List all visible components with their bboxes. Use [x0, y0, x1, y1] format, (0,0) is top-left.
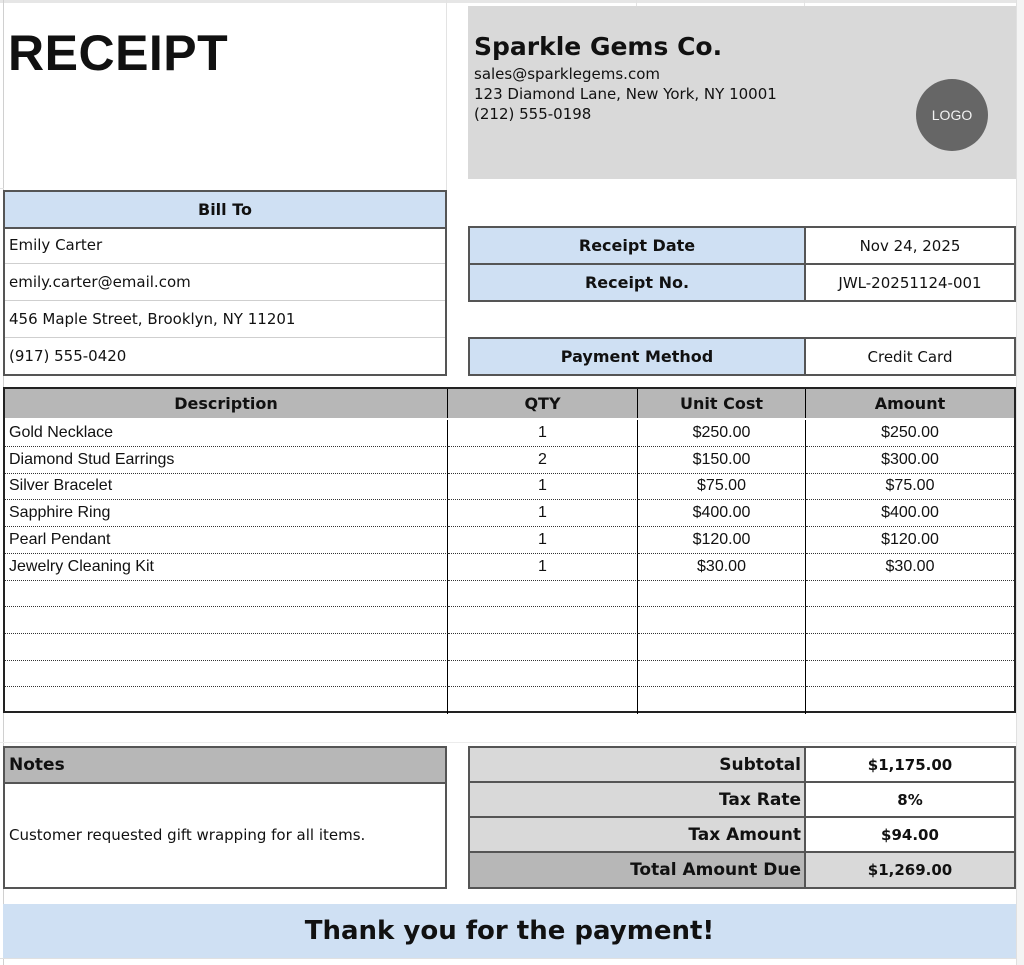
item-qty[interactable]: 1 [448, 500, 638, 527]
item-unit-cost[interactable]: $400.00 [638, 500, 806, 527]
item-description[interactable]: Sapphire Ring [5, 500, 448, 527]
item-description[interactable]: Jewelry Cleaning Kit [5, 554, 448, 581]
table-row [5, 420, 1014, 447]
item-amount[interactable]: $30.00 [806, 554, 1014, 581]
item-qty[interactable] [448, 634, 638, 661]
subtotal-label: Subtotal [470, 748, 806, 783]
bill-to-address[interactable]: 456 Maple Street, Brooklyn, NY 11201 [5, 301, 445, 338]
table-row [5, 580, 1014, 607]
table-row [5, 607, 1014, 634]
item-qty[interactable] [448, 580, 638, 607]
bill-to-header: Bill To [3, 190, 447, 229]
column-header-description: Description [5, 389, 448, 418]
company-address: 123 Diamond Lane, New York, NY 10001 [474, 85, 777, 103]
bill-to-name[interactable]: Emily Carter [5, 227, 445, 264]
receipt-date-label: Receipt Date [468, 226, 806, 265]
item-amount[interactable]: $400.00 [806, 500, 1014, 527]
item-unit-cost[interactable] [638, 660, 806, 687]
receipt-title: RECEIPT [8, 25, 229, 81]
table-row [5, 687, 1014, 714]
table-row [5, 527, 1014, 554]
total-due-label: Total Amount Due [470, 853, 806, 887]
item-description[interactable] [5, 607, 448, 634]
item-description[interactable] [5, 634, 448, 661]
item-description[interactable] [5, 660, 448, 687]
item-description[interactable]: Diamond Stud Earrings [5, 447, 448, 474]
item-unit-cost[interactable]: $120.00 [638, 527, 806, 554]
item-description[interactable]: Silver Bracelet [5, 473, 448, 500]
item-amount[interactable]: $120.00 [806, 527, 1014, 554]
tax-rate-label: Tax Rate [470, 783, 806, 818]
payment-method-label: Payment Method [468, 337, 806, 376]
payment-method-value[interactable]: Credit Card [804, 337, 1016, 376]
item-amount[interactable]: $75.00 [806, 473, 1014, 500]
item-qty[interactable] [448, 687, 638, 714]
receipt-date-value[interactable]: Nov 24, 2025 [804, 226, 1016, 265]
notes-header-label: Notes [9, 755, 65, 775]
column-header-unit-cost: Unit Cost [638, 389, 806, 418]
thank-you-banner: Thank you for the payment! [3, 904, 1016, 958]
item-unit-cost[interactable] [638, 687, 806, 714]
table-row [5, 634, 1014, 661]
receipt-number-label: Receipt No. [468, 263, 806, 302]
item-unit-cost[interactable]: $75.00 [638, 473, 806, 500]
notes-header [3, 746, 447, 784]
item-unit-cost[interactable]: $30.00 [638, 554, 806, 581]
receipt-number-value[interactable]: JWL-20251124-001 [804, 263, 1016, 302]
bill-to-block [3, 227, 447, 376]
sheet-right-edge [1016, 0, 1024, 965]
table-row [5, 500, 1014, 527]
item-description[interactable] [5, 687, 448, 714]
item-unit-cost[interactable] [638, 607, 806, 634]
item-qty[interactable]: 2 [448, 447, 638, 474]
column-header-amount: Amount [806, 389, 1014, 418]
item-unit-cost[interactable] [638, 634, 806, 661]
summary-table [468, 746, 1016, 889]
item-description[interactable]: Gold Necklace [5, 420, 448, 447]
item-amount[interactable] [806, 607, 1014, 634]
item-amount[interactable]: $250.00 [806, 420, 1014, 447]
item-amount[interactable] [806, 687, 1014, 714]
item-unit-cost[interactable] [638, 580, 806, 607]
table-row [5, 473, 1014, 500]
item-qty[interactable]: 1 [448, 554, 638, 581]
bill-to-phone[interactable]: (917) 555-0420 [9, 347, 127, 365]
tax-rate-value[interactable]: 8% [806, 783, 1014, 818]
items-header-row [5, 389, 1014, 418]
subtotal-value[interactable]: $1,175.00 [806, 748, 1014, 783]
logo-placeholder: LOGO [916, 79, 988, 151]
table-row [5, 447, 1014, 474]
column-header-qty: QTY [448, 389, 638, 418]
company-info-panel [468, 6, 1016, 179]
bill-to-email[interactable]: emily.carter@email.com [5, 264, 445, 301]
item-amount[interactable] [806, 660, 1014, 687]
total-due-value[interactable]: $1,269.00 [806, 853, 1014, 887]
notes-text: Customer requested gift wrapping for all items. [9, 825, 366, 844]
items-table [3, 387, 1016, 713]
item-qty[interactable]: 1 [448, 473, 638, 500]
company-name: Sparkle Gems Co. [474, 32, 723, 61]
tax-amount-value[interactable]: $94.00 [806, 818, 1014, 853]
item-amount[interactable] [806, 580, 1014, 607]
item-qty[interactable] [448, 660, 638, 687]
items-body [5, 420, 1014, 711]
table-row [5, 660, 1014, 687]
item-description[interactable] [5, 580, 448, 607]
table-row [5, 554, 1014, 581]
item-amount[interactable] [806, 634, 1014, 661]
item-qty[interactable]: 1 [448, 527, 638, 554]
item-unit-cost[interactable]: $250.00 [638, 420, 806, 447]
item-amount[interactable]: $300.00 [806, 447, 1014, 474]
item-qty[interactable]: 1 [448, 420, 638, 447]
item-description[interactable]: Pearl Pendant [5, 527, 448, 554]
notes-box[interactable] [3, 782, 447, 889]
company-phone: (212) 555-0198 [474, 105, 592, 123]
item-unit-cost[interactable]: $150.00 [638, 447, 806, 474]
item-qty[interactable] [448, 607, 638, 634]
tax-amount-label: Tax Amount [470, 818, 806, 853]
company-email: sales@sparklegems.com [474, 65, 660, 83]
